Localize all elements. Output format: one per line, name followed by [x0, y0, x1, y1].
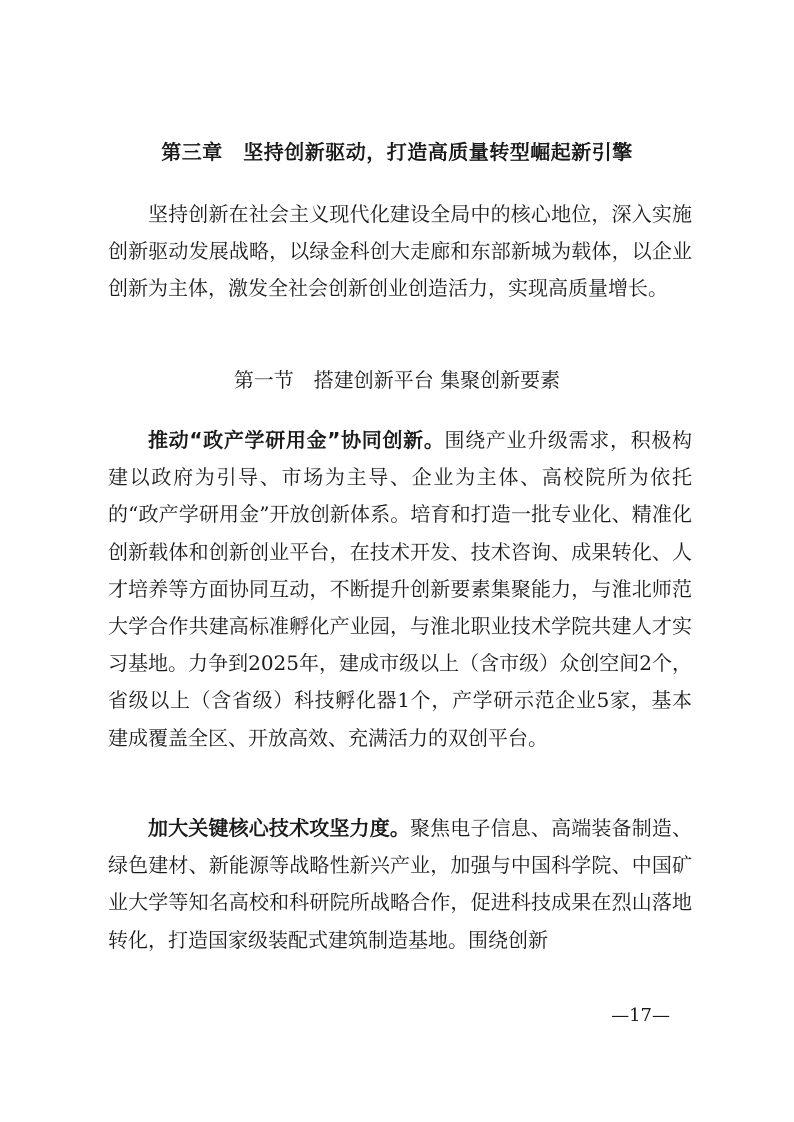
paragraph-lead: 加大关键核心技术攻坚力度。: [148, 816, 410, 840]
section-title: 第一节 搭建创新平台 集聚创新要素: [233, 368, 561, 392]
chapter-intro-paragraph: 坚持创新在社会主义现代化建设全局中的核心地位，深入实施创新驱动发展战略，以绿金科创大走廊和东部新城为载体，以企业创新为主体，激发全社会创新创业创造活力，实现高质量增长。: [108, 202, 692, 301]
paragraph-text: 围绕产业升级需求，积极构建以政府为引导、市场为主导、企业为主体、高校院所为依托的“政产学研用金”开放创新体系。培育和打造一批专业化、精准化创新载体和创新创业平台，在技术开发、技术咨询、成果转化、人才培养等方面协同互动，不断提升创新要素集聚能力，与淮北师范大学合作共建高标准孵化产业园，与淮北职业技术学院共建人才实习基地。力争到2025年，建成市级以上（含市级）众创空间2个，省级以上（含省级）科技孵化器1个，产学研示范企业5家，基本建成覆盖全区、开放高效、充满活力的双创平台。: [108, 428, 693, 750]
body-paragraph: [108, 422, 692, 757]
chapter-title: 第三章 坚持创新驱动，打造高质量转型崛起新引擎: [161, 140, 633, 164]
paragraph-text: 聚焦电子信息、高端装备制造、绿色建材、新能源等战略性新兴产业，加强与中国科学院、中国矿业大学等知名高校和科研院所战略合作，促进科技成果在烈山落地转化，打造国家级装配式建筑制造基地。围绕创新: [108, 816, 692, 952]
paragraph-lead: 推动“政产学研用金”协同创新。: [148, 428, 445, 452]
body-paragraph: [108, 810, 692, 959]
page-number: —17—: [611, 1005, 670, 1026]
